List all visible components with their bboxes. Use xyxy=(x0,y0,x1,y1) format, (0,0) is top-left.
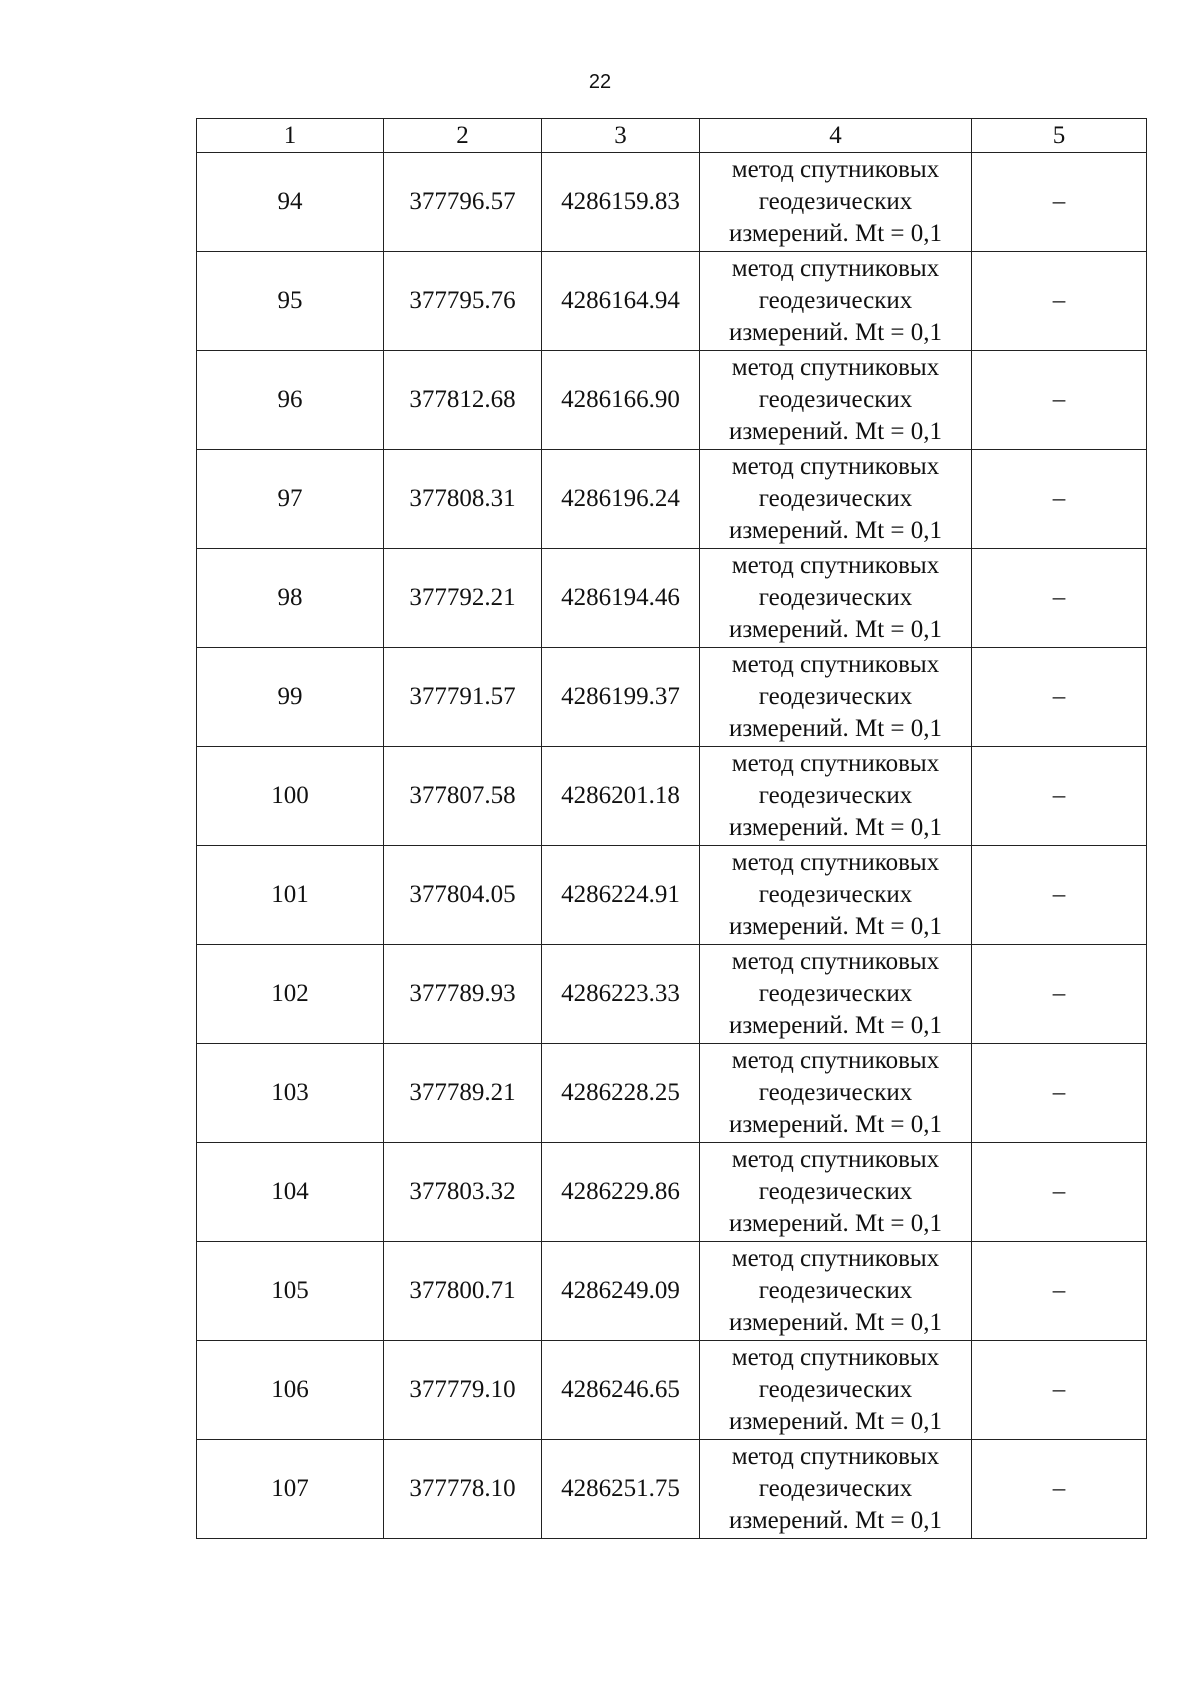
method-cell xyxy=(700,153,972,252)
point-number-cell: 96 xyxy=(197,351,384,450)
point-number-cell: 103 xyxy=(197,1044,384,1143)
point-number-cell: 105 xyxy=(197,1242,384,1341)
y-coordinate-cell: 4286159.83 xyxy=(542,153,700,252)
method-cell xyxy=(700,1242,972,1341)
method-text-line: метод спутниковых xyxy=(731,552,940,579)
point-number-cell: 102 xyxy=(197,945,384,1044)
table-row xyxy=(197,1440,1147,1539)
method-cell xyxy=(700,945,972,1044)
note-cell: – xyxy=(972,252,1147,351)
note-cell: – xyxy=(972,1044,1147,1143)
note-cell: – xyxy=(972,648,1147,747)
point-number-cell: 99 xyxy=(197,648,384,747)
table-body xyxy=(197,153,1147,1539)
x-coordinate-cell: 377791.57 xyxy=(384,648,542,747)
table-row xyxy=(197,1341,1147,1440)
method-cell xyxy=(700,1044,972,1143)
method-text-line: измерений. Mt = 0,1 xyxy=(728,517,943,544)
table-row xyxy=(197,1143,1147,1242)
x-coordinate-cell: 377803.32 xyxy=(384,1143,542,1242)
note-cell: – xyxy=(972,1242,1147,1341)
method-text-line: метод спутниковых xyxy=(731,1146,940,1173)
y-coordinate-cell: 4286249.09 xyxy=(542,1242,700,1341)
point-number-cell: 98 xyxy=(197,549,384,648)
method-text-line: метод спутниковых xyxy=(731,1344,940,1371)
method-text-line: геодезических xyxy=(758,485,913,512)
y-coordinate-cell: 4286164.94 xyxy=(542,252,700,351)
method-text-line: измерений. Mt = 0,1 xyxy=(728,319,943,346)
x-coordinate-cell: 377808.31 xyxy=(384,450,542,549)
method-text-line: геодезических xyxy=(758,1079,913,1106)
y-coordinate-cell: 4286196.24 xyxy=(542,450,700,549)
method-text-line: измерений. Mt = 0,1 xyxy=(728,1111,943,1138)
table-row xyxy=(197,1242,1147,1341)
method-text-line: метод спутниковых xyxy=(731,354,940,381)
note-cell: – xyxy=(972,450,1147,549)
method-cell xyxy=(700,1143,972,1242)
method-cell xyxy=(700,252,972,351)
header-col-5: 5 xyxy=(972,119,1147,153)
table-row xyxy=(197,945,1147,1044)
method-text-line: измерений. Mt = 0,1 xyxy=(728,814,943,841)
method-text-line: измерений. Mt = 0,1 xyxy=(728,1210,943,1237)
method-text-line: геодезических xyxy=(758,881,913,908)
header-col-1: 1 xyxy=(197,119,384,153)
y-coordinate-cell: 4286228.25 xyxy=(542,1044,700,1143)
table-row xyxy=(197,747,1147,846)
note-cell: – xyxy=(972,351,1147,450)
note-cell: – xyxy=(972,153,1147,252)
table-row xyxy=(197,846,1147,945)
header-col-3: 3 xyxy=(542,119,700,153)
method-text-line: геодезических xyxy=(758,683,913,710)
method-text-line: измерений. Mt = 0,1 xyxy=(728,1408,943,1435)
x-coordinate-cell: 377812.68 xyxy=(384,351,542,450)
point-number-cell: 106 xyxy=(197,1341,384,1440)
x-coordinate-cell: 377778.10 xyxy=(384,1440,542,1539)
method-text-line: метод спутниковых xyxy=(731,948,940,975)
y-coordinate-cell: 4286251.75 xyxy=(542,1440,700,1539)
x-coordinate-cell: 377800.71 xyxy=(384,1242,542,1341)
method-text-line: измерений. Mt = 0,1 xyxy=(728,418,943,445)
header-row xyxy=(197,119,1147,153)
note-cell: – xyxy=(972,846,1147,945)
y-coordinate-cell: 4286246.65 xyxy=(542,1341,700,1440)
header-col-2: 2 xyxy=(384,119,542,153)
y-coordinate-cell: 4286201.18 xyxy=(542,747,700,846)
table-row xyxy=(197,648,1147,747)
method-text-line: метод спутниковых xyxy=(731,453,940,480)
point-number-cell: 107 xyxy=(197,1440,384,1539)
table-row xyxy=(197,1044,1147,1143)
header-col-4: 4 xyxy=(700,119,972,153)
method-cell xyxy=(700,846,972,945)
method-text-line: метод спутниковых xyxy=(731,849,940,876)
method-text-line: метод спутниковых xyxy=(731,750,940,777)
page-number: 22 xyxy=(588,71,612,93)
method-text-line: геодезических xyxy=(758,287,913,314)
table-row xyxy=(197,450,1147,549)
method-cell xyxy=(700,1440,972,1539)
method-text-line: измерений. Mt = 0,1 xyxy=(728,1507,943,1534)
x-coordinate-cell: 377792.21 xyxy=(384,549,542,648)
note-cell: – xyxy=(972,1143,1147,1242)
point-number-cell: 97 xyxy=(197,450,384,549)
method-text-line: измерений. Mt = 0,1 xyxy=(728,1309,943,1336)
method-text-line: геодезических xyxy=(758,980,913,1007)
note-cell: – xyxy=(972,945,1147,1044)
method-cell xyxy=(700,1341,972,1440)
method-cell xyxy=(700,450,972,549)
method-text-line: геодезических xyxy=(758,1277,913,1304)
table-row xyxy=(197,549,1147,648)
y-coordinate-cell: 4286194.46 xyxy=(542,549,700,648)
method-cell xyxy=(700,549,972,648)
method-text-line: метод спутниковых xyxy=(731,1443,940,1470)
x-coordinate-cell: 377795.76 xyxy=(384,252,542,351)
x-coordinate-cell: 377796.57 xyxy=(384,153,542,252)
note-cell: – xyxy=(972,1440,1147,1539)
y-coordinate-cell: 4286199.37 xyxy=(542,648,700,747)
method-text-line: измерений. Mt = 0,1 xyxy=(728,913,943,940)
point-number-cell: 101 xyxy=(197,846,384,945)
y-coordinate-cell: 4286223.33 xyxy=(542,945,700,1044)
method-cell xyxy=(700,351,972,450)
point-number-cell: 94 xyxy=(197,153,384,252)
y-coordinate-cell: 4286224.91 xyxy=(542,846,700,945)
method-text-line: геодезических xyxy=(758,782,913,809)
method-cell xyxy=(700,747,972,846)
x-coordinate-cell: 377804.05 xyxy=(384,846,542,945)
point-number-cell: 104 xyxy=(197,1143,384,1242)
note-cell: – xyxy=(972,1341,1147,1440)
method-text-line: метод спутниковых xyxy=(731,1047,940,1074)
table-header xyxy=(197,119,1147,153)
method-text-line: геодезических xyxy=(758,1376,913,1403)
x-coordinate-cell: 377779.10 xyxy=(384,1341,542,1440)
table-row xyxy=(197,351,1147,450)
coordinates-table xyxy=(196,118,1147,1539)
method-text-line: измерений. Mt = 0,1 xyxy=(728,220,943,247)
x-coordinate-cell: 377789.21 xyxy=(384,1044,542,1143)
method-text-line: метод спутниковых xyxy=(731,255,940,282)
y-coordinate-cell: 4286166.90 xyxy=(542,351,700,450)
method-text-line: геодезических xyxy=(758,188,913,215)
method-text-line: геодезических xyxy=(758,1475,913,1502)
method-text-line: измерений. Mt = 0,1 xyxy=(728,616,943,643)
x-coordinate-cell: 377789.93 xyxy=(384,945,542,1044)
point-number-cell: 100 xyxy=(197,747,384,846)
method-text-line: измерений. Mt = 0,1 xyxy=(728,715,943,742)
method-text-line: метод спутниковых xyxy=(731,1245,940,1272)
method-cell xyxy=(700,648,972,747)
method-text-line: измерений. Mt = 0,1 xyxy=(728,1012,943,1039)
method-text-line: метод спутниковых xyxy=(731,651,940,678)
method-text-line: геодезических xyxy=(758,386,913,413)
method-text-line: геодезических xyxy=(758,584,913,611)
x-coordinate-cell: 377807.58 xyxy=(384,747,542,846)
table-row xyxy=(197,252,1147,351)
table-row xyxy=(197,153,1147,252)
method-text-line: геодезических xyxy=(758,1178,913,1205)
note-cell: – xyxy=(972,747,1147,846)
method-text-line: метод спутниковых xyxy=(731,156,940,183)
y-coordinate-cell: 4286229.86 xyxy=(542,1143,700,1242)
point-number-cell: 95 xyxy=(197,252,384,351)
note-cell: – xyxy=(972,549,1147,648)
